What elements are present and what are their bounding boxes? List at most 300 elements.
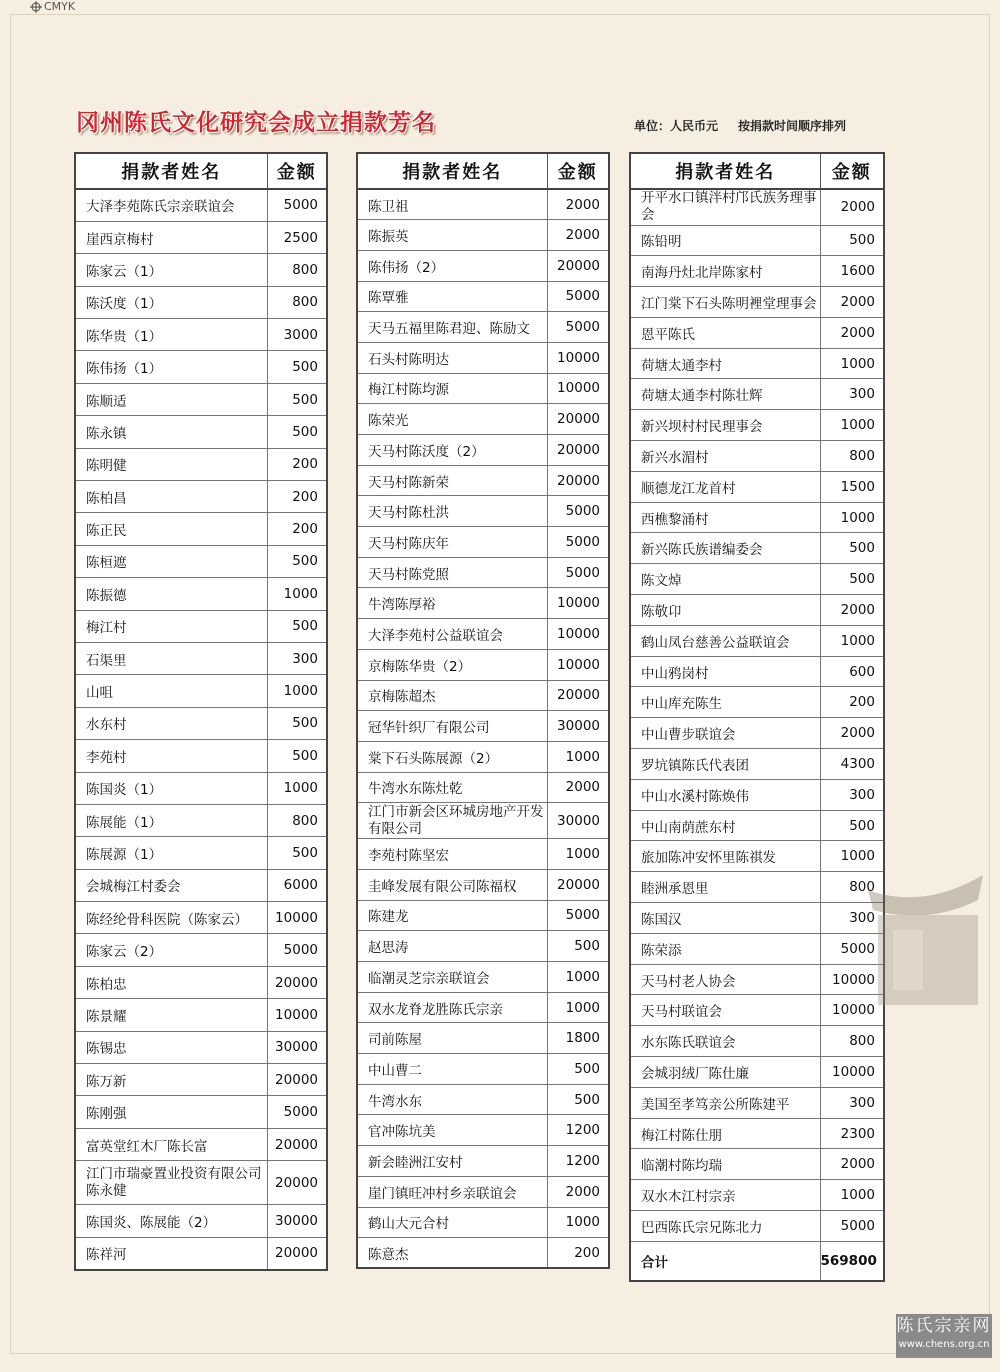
table-row xyxy=(630,189,884,225)
donation-amount: 30000 xyxy=(547,711,609,742)
donor-name: 陈建龙 xyxy=(357,900,547,931)
donor-name: 江门市瑞豪置业投资有限公司陈永健 xyxy=(75,1161,267,1205)
donor-name: 新兴水湄村 xyxy=(630,441,820,472)
donor-name: 陈展源（1） xyxy=(75,837,267,869)
donation-amount: 2000 xyxy=(547,189,609,220)
table-row xyxy=(630,749,884,780)
donor-name: 会城梅江村委会 xyxy=(75,869,267,901)
table-row xyxy=(75,804,327,836)
donation-amount: 1800 xyxy=(547,1023,609,1054)
donor-name: 司前陈屋 xyxy=(357,1023,547,1054)
donation-amount: 1000 xyxy=(267,578,327,610)
donation-amount: 20000 xyxy=(547,869,609,900)
table-row xyxy=(75,448,327,480)
donation-amount: 500 xyxy=(267,351,327,383)
donor-name: 陈国汉 xyxy=(630,903,820,934)
donation-amount: 500 xyxy=(267,383,327,415)
table-row xyxy=(357,680,609,711)
donor-name: 开平水口镇泮村邝氏族务理事会 xyxy=(630,189,820,225)
donor-name: 大泽李苑陈氏宗亲联谊会 xyxy=(75,189,267,221)
donor-name: 南海丹灶北岸陈家村 xyxy=(630,256,820,287)
donor-name: 新兴陈氏族谱编委会 xyxy=(630,533,820,564)
table-row xyxy=(357,1207,609,1238)
donor-name: 陈振英 xyxy=(357,220,547,251)
donor-table-right xyxy=(629,152,885,1282)
donation-amount: 2500 xyxy=(267,221,327,253)
donation-amount: 1000 xyxy=(547,992,609,1023)
donation-amount: 20000 xyxy=(267,1237,327,1269)
table-row xyxy=(357,803,609,839)
table-row xyxy=(630,287,884,318)
table-row xyxy=(357,588,609,619)
table-row xyxy=(357,465,609,496)
donation-amount: 20000 xyxy=(267,1161,327,1205)
table-row xyxy=(357,435,609,466)
donation-amount: 1000 xyxy=(547,1207,609,1238)
table-row xyxy=(357,1115,609,1146)
donation-amount: 800 xyxy=(820,1026,884,1057)
table-row xyxy=(75,383,327,415)
donation-amount: 300 xyxy=(820,779,884,810)
donation-amount: 2000 xyxy=(547,772,609,803)
table-row xyxy=(357,527,609,558)
table-row xyxy=(75,1128,327,1160)
donor-name: 石渠里 xyxy=(75,642,267,674)
donor-name: 临潮灵芝宗亲联谊会 xyxy=(357,962,547,993)
donor-name: 陈振德 xyxy=(75,578,267,610)
donor-name: 中山曹步联谊会 xyxy=(630,718,820,749)
donor-name: 巴西陈氏宗兄陈北力 xyxy=(630,1211,820,1242)
table-row xyxy=(75,1064,327,1096)
registration-mark-icon xyxy=(30,1,42,13)
table-row xyxy=(357,962,609,993)
donor-name: 新会睦洲江安村 xyxy=(357,1146,547,1177)
donor-name: 李苑村 xyxy=(75,740,267,772)
table-row xyxy=(75,610,327,642)
table-row xyxy=(75,869,327,901)
donation-amount: 10000 xyxy=(267,999,327,1031)
donor-name: 圭峰发展有限公司陈福权 xyxy=(357,869,547,900)
table-row xyxy=(357,741,609,772)
donor-name: 天马五福里陈君迎、陈励文 xyxy=(357,312,547,343)
donation-amount: 500 xyxy=(547,931,609,962)
table-row xyxy=(75,740,327,772)
table-row xyxy=(75,286,327,318)
unit-note xyxy=(634,117,846,134)
donor-name: 陈祥河 xyxy=(75,1237,267,1269)
donor-name: 梅江村陈均源 xyxy=(357,373,547,404)
donor-name: 陈家云（2） xyxy=(75,934,267,966)
donation-amount: 20000 xyxy=(547,250,609,281)
table-row xyxy=(630,1026,884,1057)
donation-amount: 2300 xyxy=(820,1118,884,1149)
table-row xyxy=(630,1057,884,1088)
table-row xyxy=(630,410,884,441)
donation-amount: 5000 xyxy=(547,527,609,558)
donor-name: 顺德龙江龙首村 xyxy=(630,471,820,502)
donor-name: 陈万新 xyxy=(75,1064,267,1096)
donation-amount: 300 xyxy=(267,642,327,674)
donor-name: 陈荣添 xyxy=(630,933,820,964)
donor-name: 陈沃度（1） xyxy=(75,286,267,318)
table-row xyxy=(357,557,609,588)
table-row xyxy=(357,312,609,343)
donor-name: 陈柏忠 xyxy=(75,966,267,998)
table-row xyxy=(75,902,327,934)
donation-amount: 1000 xyxy=(547,741,609,772)
donation-amount: 300 xyxy=(820,379,884,410)
header-name: 捐款者姓名 xyxy=(357,153,547,189)
donor-name: 西樵黎涌村 xyxy=(630,502,820,533)
table-row xyxy=(357,496,609,527)
table-row xyxy=(630,903,884,934)
donation-amount: 3000 xyxy=(267,319,327,351)
donation-amount: 10000 xyxy=(547,649,609,680)
donation-amount: 10000 xyxy=(547,373,609,404)
donor-name: 鹤山大元合村 xyxy=(357,1207,547,1238)
donation-amount: 200 xyxy=(267,513,327,545)
donation-amount: 10000 xyxy=(267,902,327,934)
donor-name: 陈景耀 xyxy=(75,999,267,1031)
donation-amount: 1000 xyxy=(547,962,609,993)
table-row xyxy=(630,933,884,964)
table-row xyxy=(75,1161,327,1205)
donor-name: 崖门镇旺冲村乡亲联谊会 xyxy=(357,1176,547,1207)
table-row xyxy=(75,675,327,707)
donation-amount: 2000 xyxy=(820,595,884,626)
table-header xyxy=(357,153,609,189)
table-row xyxy=(630,225,884,256)
page-title: 冈州陈氏文化研究会成立捐款芳名 xyxy=(76,110,436,136)
donation-amount: 10000 xyxy=(820,995,884,1026)
table-row xyxy=(630,625,884,656)
donor-name: 天马村联谊会 xyxy=(630,995,820,1026)
table-row xyxy=(630,872,884,903)
table-row xyxy=(75,319,327,351)
table-row xyxy=(75,1031,327,1063)
donor-name: 中山曹二 xyxy=(357,1054,547,1085)
header-amount: 金额 xyxy=(547,153,609,189)
donor-name: 富英堂红木厂陈长富 xyxy=(75,1128,267,1160)
table-row xyxy=(357,342,609,373)
donor-name: 陈明健 xyxy=(75,448,267,480)
donation-amount: 5000 xyxy=(267,189,327,221)
donor-name: 陈卫祖 xyxy=(357,189,547,220)
table-row xyxy=(630,1118,884,1149)
table-row xyxy=(630,256,884,287)
table-row xyxy=(357,220,609,251)
donation-amount: 500 xyxy=(820,810,884,841)
donor-name: 会城羽绒厂陈仕廉 xyxy=(630,1057,820,1088)
donation-amount: 5000 xyxy=(547,496,609,527)
donor-name: 陈伟扬（2） xyxy=(357,250,547,281)
cmyk-mark: CMYK xyxy=(44,0,76,13)
donor-table-middle xyxy=(356,152,610,1269)
table-row xyxy=(630,441,884,472)
donor-name: 天马村陈沃度（2） xyxy=(357,435,547,466)
total-amount: 569800 xyxy=(820,1241,884,1281)
table-row xyxy=(357,189,609,220)
donor-name: 中山鸦岗村 xyxy=(630,656,820,687)
ordering-note: 按捐款时间顺序排列 xyxy=(738,119,847,133)
donation-amount: 5000 xyxy=(267,1096,327,1128)
donor-name: 荷塘太通李村 xyxy=(630,348,820,379)
donor-name: 陈刚强 xyxy=(75,1096,267,1128)
donation-amount: 1200 xyxy=(547,1146,609,1177)
donor-name: 陈柏昌 xyxy=(75,481,267,513)
donation-amount: 20000 xyxy=(267,1064,327,1096)
donor-name: 荷塘太通李村陈壮辉 xyxy=(630,379,820,410)
table-row xyxy=(630,964,884,995)
donor-name: 赵思涛 xyxy=(357,931,547,962)
donation-amount: 500 xyxy=(267,545,327,577)
donor-name: 牛湾水东陈灶乾 xyxy=(357,772,547,803)
donor-name: 冠华针织厂有限公司 xyxy=(357,711,547,742)
table-row xyxy=(357,1023,609,1054)
donation-amount: 2000 xyxy=(547,1176,609,1207)
donation-amount: 2000 xyxy=(820,1149,884,1180)
donation-amount: 1000 xyxy=(267,675,327,707)
table-row xyxy=(630,810,884,841)
donor-name: 陈国炎、陈展能（2） xyxy=(75,1205,267,1237)
table-row xyxy=(357,992,609,1023)
donor-name: 睦洲承恩里 xyxy=(630,872,820,903)
donation-amount: 800 xyxy=(267,286,327,318)
table-row xyxy=(630,656,884,687)
donation-amount: 500 xyxy=(820,533,884,564)
table-row xyxy=(357,869,609,900)
total-row xyxy=(630,1241,884,1281)
donation-amount: 1000 xyxy=(820,410,884,441)
table-row xyxy=(357,1176,609,1207)
table-row xyxy=(75,1096,327,1128)
table-row xyxy=(630,1149,884,1180)
total-label: 合计 xyxy=(630,1241,820,1281)
donor-name: 陈锡忠 xyxy=(75,1031,267,1063)
header-name: 捐款者姓名 xyxy=(630,153,820,189)
donor-name: 山咀 xyxy=(75,675,267,707)
donor-name: 陈伟扬（1） xyxy=(75,351,267,383)
donation-amount: 1500 xyxy=(820,471,884,502)
donor-name: 鹤山凤台慈善公益联谊会 xyxy=(630,625,820,656)
table-row xyxy=(630,471,884,502)
donor-name: 李苑村陈坚宏 xyxy=(357,839,547,870)
donor-name: 江门棠下石头陈明裡堂理事会 xyxy=(630,287,820,318)
donation-amount: 5000 xyxy=(820,933,884,964)
table-row xyxy=(357,772,609,803)
donor-name: 双水木江村宗亲 xyxy=(630,1180,820,1211)
table-row xyxy=(75,934,327,966)
donation-amount: 500 xyxy=(267,740,327,772)
donation-amount: 1600 xyxy=(820,256,884,287)
header-amount: 金额 xyxy=(820,153,884,189)
table-row xyxy=(630,379,884,410)
table-row xyxy=(357,1238,609,1269)
table-row xyxy=(357,839,609,870)
donor-name: 陈正民 xyxy=(75,513,267,545)
table-row xyxy=(357,250,609,281)
donor-name: 临潮村陈均瑞 xyxy=(630,1149,820,1180)
donor-name: 双水龙脊龙胜陈氏宗亲 xyxy=(357,992,547,1023)
table-row xyxy=(630,595,884,626)
donor-name: 梅江村 xyxy=(75,610,267,642)
donor-name: 陈铅明 xyxy=(630,225,820,256)
donor-name: 陈顺适 xyxy=(75,383,267,415)
donation-amount: 2000 xyxy=(820,189,884,225)
table-row xyxy=(630,841,884,872)
donation-amount: 600 xyxy=(820,656,884,687)
donor-name: 中山库充陈生 xyxy=(630,687,820,718)
donation-amount: 800 xyxy=(267,804,327,836)
donor-name: 陈桓遮 xyxy=(75,545,267,577)
table-row xyxy=(357,404,609,435)
donor-name: 天马村陈党照 xyxy=(357,557,547,588)
donation-amount: 500 xyxy=(267,416,327,448)
donation-amount: 1000 xyxy=(820,502,884,533)
donation-amount: 1200 xyxy=(547,1115,609,1146)
donor-name: 陈国炎（1） xyxy=(75,772,267,804)
table-row xyxy=(75,642,327,674)
donor-name: 水东村 xyxy=(75,707,267,739)
table-row xyxy=(630,687,884,718)
donation-amount: 200 xyxy=(267,448,327,480)
table-row xyxy=(630,317,884,348)
table-row xyxy=(357,931,609,962)
table-row xyxy=(75,707,327,739)
donor-name: 陈永镇 xyxy=(75,416,267,448)
donor-name: 新兴坝村村民理事会 xyxy=(630,410,820,441)
table-row xyxy=(630,718,884,749)
table-row xyxy=(630,779,884,810)
donor-table-left xyxy=(74,152,328,1271)
table-row xyxy=(630,1180,884,1211)
donation-amount: 10000 xyxy=(547,619,609,650)
donation-amount: 20000 xyxy=(547,680,609,711)
donor-name: 陈华贵（1） xyxy=(75,319,267,351)
table-row xyxy=(630,564,884,595)
donation-amount: 1000 xyxy=(547,839,609,870)
table-row xyxy=(357,1146,609,1177)
donation-amount: 20000 xyxy=(267,966,327,998)
table-row xyxy=(75,513,327,545)
table-row xyxy=(357,373,609,404)
donation-amount: 30000 xyxy=(267,1205,327,1237)
table-row xyxy=(357,619,609,650)
donation-amount: 10000 xyxy=(547,342,609,373)
donor-name: 中山水溪村陈焕伟 xyxy=(630,779,820,810)
table-row xyxy=(75,966,327,998)
donor-name: 陈文焯 xyxy=(630,564,820,595)
donor-name: 大泽李苑村公益联谊会 xyxy=(357,619,547,650)
donor-name: 水东陈氏联谊会 xyxy=(630,1026,820,1057)
donation-amount: 5000 xyxy=(820,1211,884,1242)
donation-amount: 800 xyxy=(820,441,884,472)
donor-name: 陈敬卬 xyxy=(630,595,820,626)
donor-name: 罗坑镇陈氏代表团 xyxy=(630,749,820,780)
donor-name: 天马村陈庆年 xyxy=(357,527,547,558)
donation-amount: 800 xyxy=(820,872,884,903)
table-header xyxy=(75,153,327,189)
table-row xyxy=(75,772,327,804)
watermark-url: www.chens.org.cn xyxy=(898,1339,990,1350)
table-row xyxy=(630,502,884,533)
table-row xyxy=(75,254,327,286)
donation-amount: 10000 xyxy=(820,964,884,995)
donation-amount: 20000 xyxy=(547,465,609,496)
header-amount: 金额 xyxy=(267,153,327,189)
donation-amount: 200 xyxy=(547,1238,609,1269)
table-row xyxy=(75,416,327,448)
donation-amount: 30000 xyxy=(547,803,609,839)
donation-amount: 5000 xyxy=(547,557,609,588)
pavilion-roof-watermark-icon xyxy=(858,870,988,1020)
donor-name: 天马村陈杜洪 xyxy=(357,496,547,527)
donation-amount: 500 xyxy=(547,1054,609,1085)
table-row xyxy=(75,837,327,869)
table-header xyxy=(630,153,884,189)
donor-name: 中山南荫蔗东村 xyxy=(630,810,820,841)
donation-amount: 6000 xyxy=(267,869,327,901)
table-row xyxy=(630,348,884,379)
donor-name: 江门市新会区环城房地产开发有限公司 xyxy=(357,803,547,839)
donor-name: 棠下石头陈展源（2） xyxy=(357,741,547,772)
table-row xyxy=(357,711,609,742)
donation-amount: 10000 xyxy=(820,1057,884,1088)
donor-name: 牛湾陈厚裕 xyxy=(357,588,547,619)
donation-amount: 500 xyxy=(820,564,884,595)
donation-amount: 5000 xyxy=(547,281,609,312)
donation-amount: 5000 xyxy=(547,312,609,343)
donor-name: 京梅陈华贵（2） xyxy=(357,649,547,680)
table-row xyxy=(630,533,884,564)
watermark-name: 陈氏宗亲网 xyxy=(896,1316,992,1336)
donation-amount: 500 xyxy=(547,1084,609,1115)
donation-amount: 800 xyxy=(267,254,327,286)
donation-amount: 200 xyxy=(820,687,884,718)
table-row xyxy=(75,221,327,253)
donation-amount: 20000 xyxy=(547,435,609,466)
donor-name: 美国至孝笃亲公所陈建平 xyxy=(630,1087,820,1118)
table-row xyxy=(75,545,327,577)
donor-name: 旅加陈冲安怀里陈祺发 xyxy=(630,841,820,872)
table-row xyxy=(75,189,327,221)
donor-name: 陈家云（1） xyxy=(75,254,267,286)
donor-name: 天马村陈新荣 xyxy=(357,465,547,496)
donation-amount: 500 xyxy=(267,707,327,739)
donor-name: 天马村老人协会 xyxy=(630,964,820,995)
donation-amount: 500 xyxy=(267,837,327,869)
table-row xyxy=(357,281,609,312)
donation-amount: 1000 xyxy=(820,625,884,656)
donation-amount: 1000 xyxy=(267,772,327,804)
donation-amount: 2000 xyxy=(547,220,609,251)
table-row xyxy=(75,1237,327,1269)
donation-amount: 5000 xyxy=(547,900,609,931)
table-row xyxy=(75,999,327,1031)
donor-name: 梅江村陈仕朋 xyxy=(630,1118,820,1149)
donation-amount: 20000 xyxy=(547,404,609,435)
table-row xyxy=(357,1084,609,1115)
header-name: 捐款者姓名 xyxy=(75,153,267,189)
donation-amount: 300 xyxy=(820,1087,884,1118)
donor-name: 官冲陈坑美 xyxy=(357,1115,547,1146)
table-row xyxy=(75,578,327,610)
donation-amount: 2000 xyxy=(820,317,884,348)
table-row xyxy=(75,351,327,383)
table-row xyxy=(630,995,884,1026)
donation-amount: 500 xyxy=(267,610,327,642)
donor-name: 恩平陈氏 xyxy=(630,317,820,348)
